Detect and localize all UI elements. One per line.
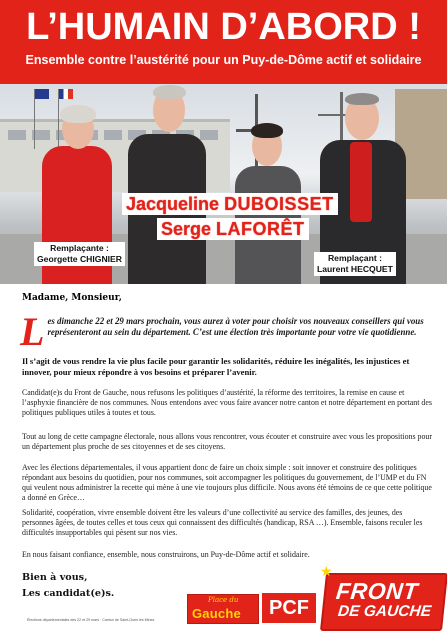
- alternate-right: [314, 252, 396, 276]
- logo-gauche-small-text: Place du: [208, 596, 239, 604]
- paragraph-1: Il s’agit de vous rendre la vie plus facile pour garantir les solidarités, réduire les inégalités, les injustices et innover, pour mieux répondre à vos besoins et préparer l’avenir.: [22, 356, 410, 377]
- logo-pcf: PCF: [262, 593, 316, 623]
- figure-hair: [60, 105, 96, 123]
- legal-mention: Élections départementales des 22 et 29 mars · Canton de Saint-Ouen les Mines: [27, 618, 155, 622]
- paragraph-5: Solidarité, coopération, vivre ensemble doivent être les valeurs d’une collectivité au service des familles, des jeunes, des personnes âgées, de toutes celles et tous ceux qui connaissent des difficultés (handicap, RSA …). Ensemble, faisons reculer les difficultés insupportables qui pèsent sur nos vies.: [22, 508, 423, 537]
- closing-line-1: Bien à vous,: [22, 572, 88, 583]
- alternate-label: Remplaçante :: [50, 243, 109, 253]
- paragraph-4: Avec les élections départementales, il vous appartient donc de faire un choix simple : soit innover et construire des politiques répondant aux besoins du quotidien, pour nos communes, soit accompagner les politiques du gouvernement, de l’UMP et du FN qui veulent nous administrer la recette qui mène à une vie toujours plus difficile. Nous avons été témoins de ce que cette politique a donné en Grèce…: [22, 463, 432, 502]
- figure-hair: [251, 123, 283, 138]
- photo-flag-fr: [59, 89, 73, 99]
- drop-cap: L: [20, 309, 45, 354]
- salutation: Madame, Monsieur,: [22, 293, 122, 303]
- headline: L’HUMAIN D’ABORD !: [26, 6, 421, 48]
- closing-line-2: Les candidat(e)s.: [22, 588, 115, 599]
- candidate-last-name: LAFORÊT: [216, 219, 305, 239]
- logo-fdg-line-1: FRONT: [334, 578, 420, 604]
- paragraph-2: Candidat(e)s du Front de Gauche, nous refusons les politiques d’austérité, la réforme des territoires, la remise en cause et l’asphyxie financière de nos communes. Nous entendons avec vous faire avancer notre canton et notre département en portant des politiques publiques utiles à toutes et tous.: [22, 388, 432, 417]
- star-icon: ★: [320, 564, 333, 580]
- candidate-last-name: DUBOISSET: [224, 194, 334, 214]
- subheadline: Ensemble contre l’austérité pour un Puy-de-Dôme actif et solidaire: [25, 53, 422, 67]
- figure-hair: [153, 85, 186, 99]
- logo-place-du-gauche: [187, 594, 259, 624]
- logo-front-de-gauche: [320, 573, 447, 631]
- logo-gauche-text: Gauche: [192, 606, 241, 621]
- intro-text: es dimanche 22 et 29 mars prochain, vous aurez à voter pour choisir vos nouveaux conseillers qui vous représenteront au sein du département. C’est une élection très importante pour votre vie quotidienne.: [47, 316, 424, 337]
- alternate-name: Georgette CHIGNIER: [37, 254, 122, 264]
- intro-paragraph: [20, 309, 432, 354]
- photo-flag-eu: [35, 89, 49, 99]
- paragraph-3: Tout au long de cette campagne électorale, nous allons vous rencontrer, vous écouter et construire avec vous les propositions pour un département plus proche de ses citoyennes et de ses citoyens.: [22, 432, 432, 451]
- figure-scarf: [350, 142, 372, 222]
- candidate-first-name: Serge: [161, 219, 212, 239]
- candidate-name-1: [122, 193, 338, 215]
- closing: [22, 570, 114, 602]
- candidate-first-name: Jacqueline: [126, 194, 220, 214]
- figure-hair: [345, 93, 379, 105]
- alternate-left: [34, 242, 125, 266]
- alternate-name: Laurent HECQUET: [317, 264, 393, 274]
- alternate-label: Remplaçant :: [327, 253, 382, 263]
- logo-fdg-line-2: DE GAUCHE: [337, 603, 432, 620]
- paragraph-6: En nous faisant confiance, ensemble, nous construirons, un Puy-de-Dôme actif et solidaire.: [22, 550, 310, 559]
- candidate-name-2: [157, 218, 309, 240]
